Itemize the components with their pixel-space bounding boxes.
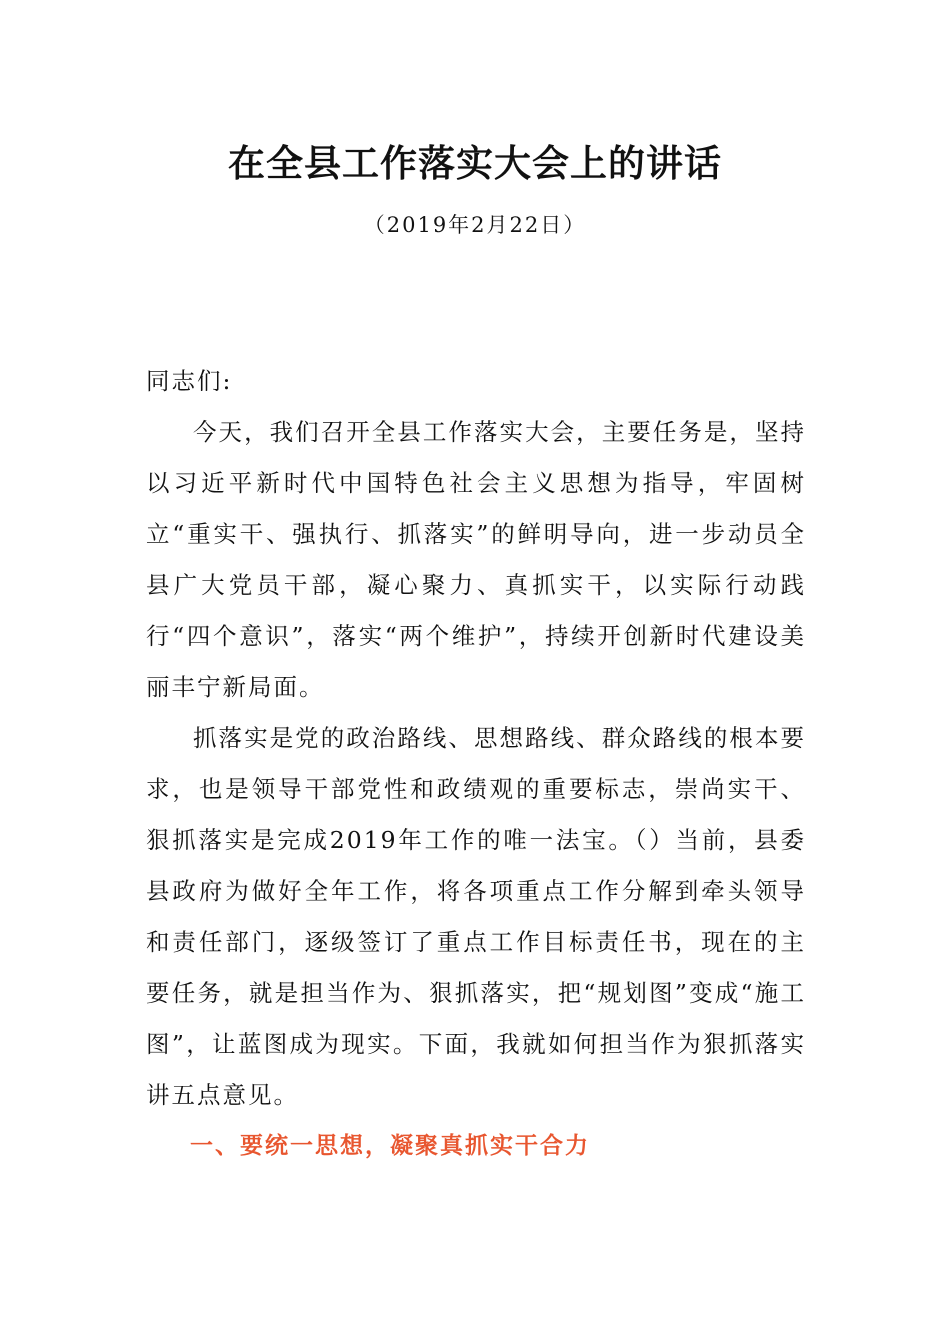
document-body [146,356,806,1172]
paragraph-1: 今天，我们召开全县工作落实大会，主要任务是，坚持以习近平新时代中国特色社会主义思想为指导，牢固树立“重实干、强执行、抓落实”的鲜明导向，进一步动员全县广大党员干部，凝心聚力、真抓实干，以实际行动践行“四个意识”，落实“两个维护”，持续开创新时代建设美丽丰宁新局面。 [146,418,806,701]
document-title: 在全县工作落实大会上的讲话 [228,142,722,185]
paragraph-2: 抓落实是党的政治路线、思想路线、群众路线的根本要求，也是领导干部党性和政绩观的重要标志，崇尚实干、狠抓落实是完成2019年工作的唯一法宝。（）当前，县委县政府为做好全年工作，将各项重点工作分解到牵头领导和责任部门，逐级签订了重点工作目标责任书，现在的主要任务，就是担当作为、狠抓落实，把“规划图”变成“施工图”，让蓝图成为现实。下面，我就如何担当作为狠抓落实讲五点意见。 [146,724,806,1109]
document-date: （2019年2月22日） [363,213,587,237]
salutation: 同志们: [146,367,233,395]
section-heading-1: 一、要统一思想，凝聚真抓实干合力 [190,1133,590,1159]
